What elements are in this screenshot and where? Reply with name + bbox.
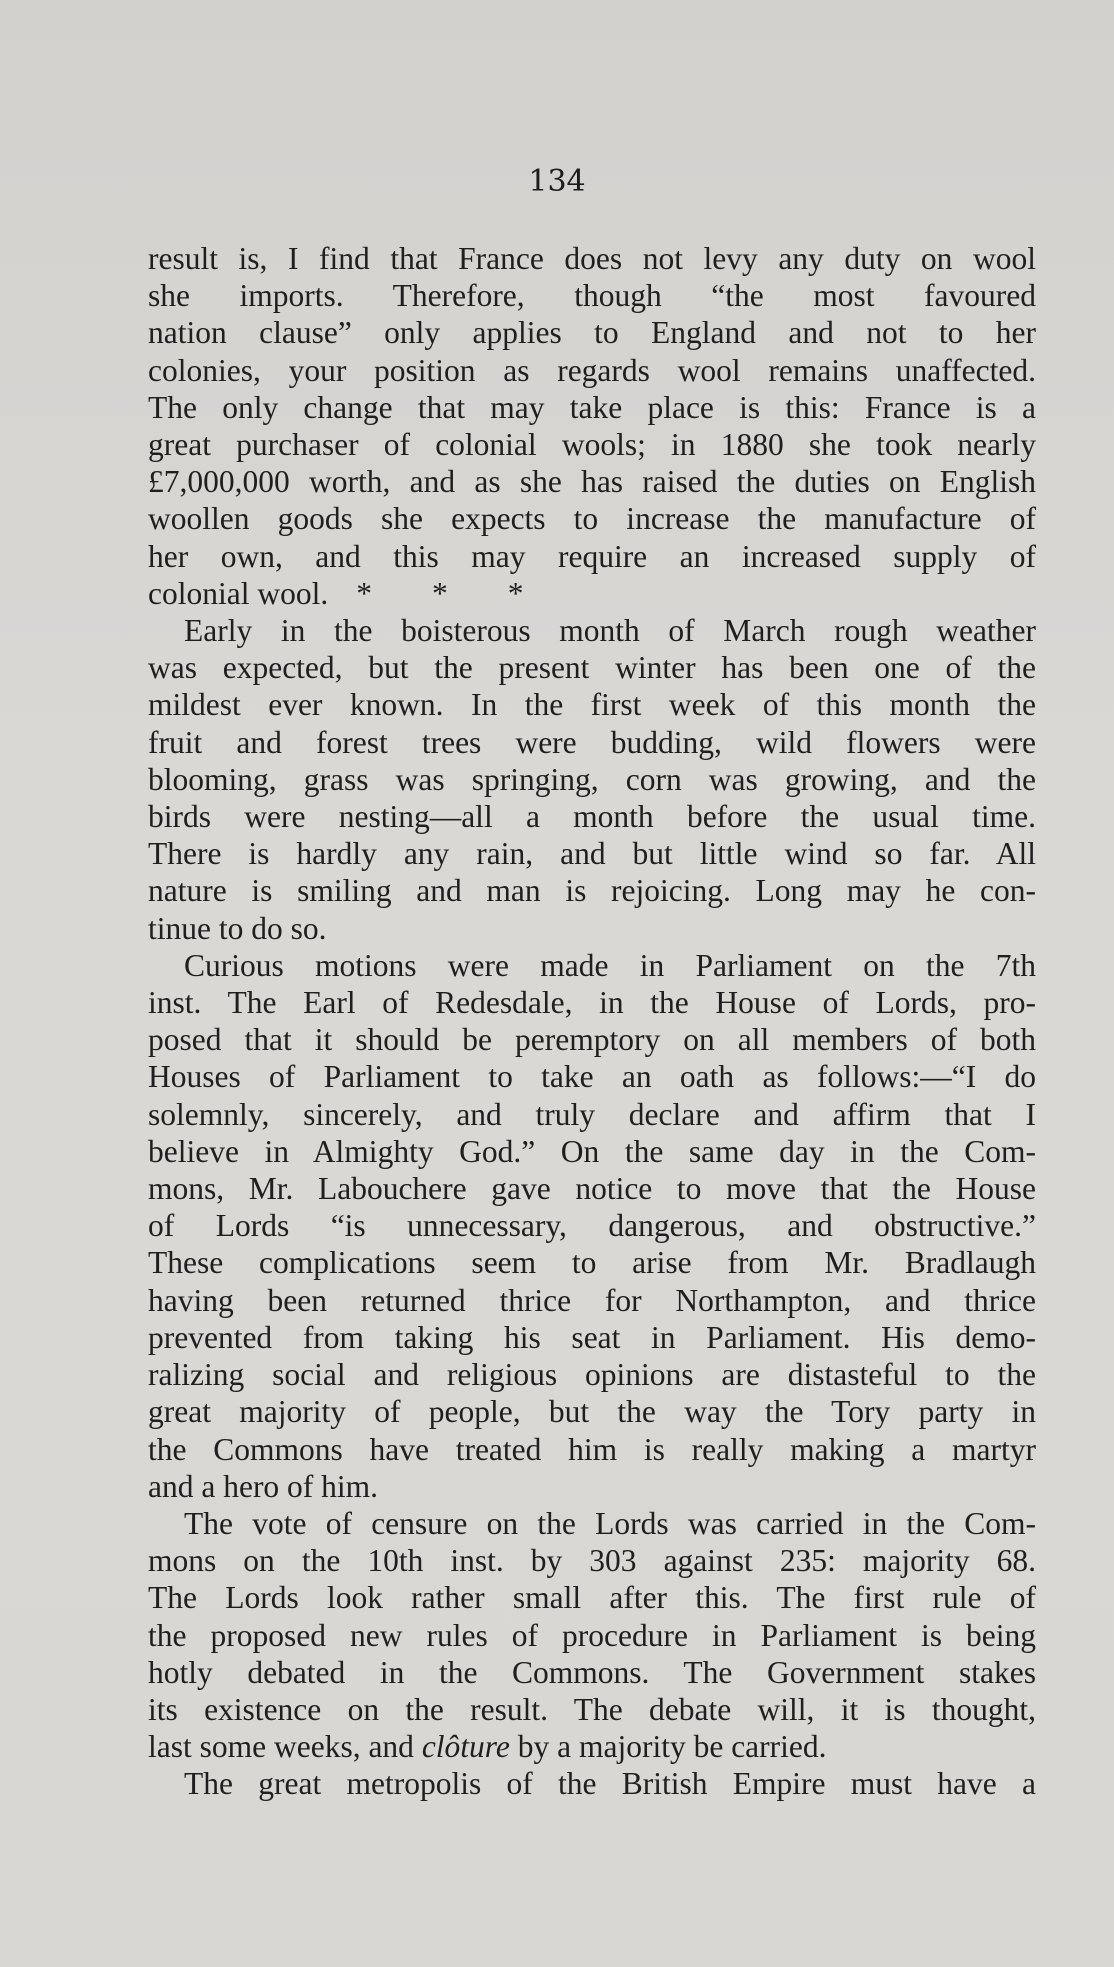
- text-line: great majority of people, but the way the Tory party in: [148, 1394, 1036, 1430]
- text-fragment: by a majority be carried.: [509, 1729, 827, 1765]
- text-line: fruit and forest trees were budding, wild flowers were: [148, 724, 1036, 760]
- text-line: The vote of censure on the Lords was carried in the Com-: [184, 1505, 1036, 1541]
- paragraph: [148, 1505, 1036, 1765]
- text-line: mons on the 10th inst. by 303 against 235: majority 68.: [148, 1543, 1036, 1579]
- text-line: having been returned thrice for Northampton, and thrice: [148, 1282, 1036, 1318]
- text-line: [148, 910, 1036, 947]
- text-line: [148, 1468, 1036, 1505]
- text-line: posed that it should be peremptory on all members of both: [148, 1022, 1036, 1058]
- text-line: nation clause” only applies to England and not to her: [148, 315, 1036, 351]
- text-line: Early in the boisterous month of March rough weather: [184, 613, 1036, 649]
- text-line: mons, Mr. Labouchere gave notice to move that the House: [148, 1171, 1036, 1207]
- text-line: her own, and this may require an increased supply of: [148, 538, 1036, 574]
- text-fragment: last some weeks, and: [148, 1729, 422, 1765]
- text-line: hotly debated in the Commons. The Government stakes: [148, 1654, 1036, 1690]
- text-line-content: colonial wool.: [148, 575, 329, 611]
- body-text: [148, 240, 1036, 1803]
- text-line: the proposed new rules of procedure in Parliament is being: [148, 1617, 1036, 1653]
- text-line: inst. The Earl of Redesdale, in the House of Lords, pro-: [148, 985, 1036, 1021]
- text-line: There is hardly any rain, and but little wind so far. All: [148, 836, 1036, 872]
- text-line-content: and a hero of him.: [148, 1468, 379, 1504]
- text-line: its existence on the result. The debate will, it is thought,: [148, 1691, 1036, 1727]
- paragraph: [148, 612, 1036, 947]
- page-number: 134: [528, 164, 586, 199]
- text-line: Houses of Parliament to take an oath as follows:—“I do: [148, 1059, 1036, 1095]
- asterisk: *: [431, 575, 450, 611]
- text-line: The Lords look rather small after this. The first rule of: [148, 1580, 1036, 1616]
- text-line: was expected, but the present winter has been one of the: [148, 650, 1036, 686]
- text-line: These complications seem to arise from Mr. Bradlaugh: [148, 1245, 1036, 1281]
- text-line: [148, 575, 1036, 612]
- asterisk: *: [507, 575, 526, 611]
- text-line: solemnly, sincerely, and truly declare and affirm that I: [148, 1096, 1036, 1132]
- text-line: blooming, grass was springing, corn was growing, and the: [148, 761, 1036, 797]
- text-line: of Lords “is unnecessary, dangerous, and obstructive.”: [148, 1208, 1036, 1244]
- text-line: ralizing social and religious opinions are distasteful to the: [148, 1357, 1036, 1393]
- text-line: prevented from taking his seat in Parliament. His demo-: [148, 1319, 1036, 1355]
- text-line: great purchaser of colonial wools; in 1880 she took nearly: [148, 427, 1036, 463]
- text-line: believe in Almighty God.” On the same day in the Com-: [148, 1133, 1036, 1169]
- asterism: [328, 576, 583, 611]
- italic-term: clôture: [421, 1729, 510, 1765]
- paragraph: [148, 1765, 1036, 1802]
- text-line: mildest ever known. In the first week of this month the: [148, 687, 1036, 723]
- text-line: woollen goods she expects to increase the manufacture of: [148, 501, 1036, 537]
- text-line: she imports. Therefore, though “the most favoured: [148, 278, 1036, 314]
- text-line: birds were nesting—all a month before the usual time.: [148, 799, 1036, 835]
- asterisk: *: [356, 575, 374, 611]
- text-line: the Commons have treated him is really making a martyr: [148, 1431, 1036, 1467]
- text-line: £7,000,000 worth, and as she has raised the duties on English: [148, 464, 1036, 500]
- paragraph: [148, 240, 1036, 612]
- text-line-content: tinue to do so.: [148, 910, 327, 946]
- text-line: nature is smiling and man is rejoicing. Long may he con-: [148, 873, 1036, 909]
- text-line: The only change that may take place is this: France is a: [148, 389, 1036, 425]
- text-line: result is, I find that France does not levy any duty on wool: [148, 241, 1036, 276]
- text-line: colonies, your position as regards wool remains unaffected.: [148, 352, 1036, 388]
- text-line: [148, 1728, 1036, 1765]
- text-line: The great metropolis of the British Empire must have a: [184, 1766, 1036, 1802]
- text-line: Curious motions were made in Parliament on the 7th: [184, 947, 1036, 983]
- paragraph: [148, 947, 1036, 1505]
